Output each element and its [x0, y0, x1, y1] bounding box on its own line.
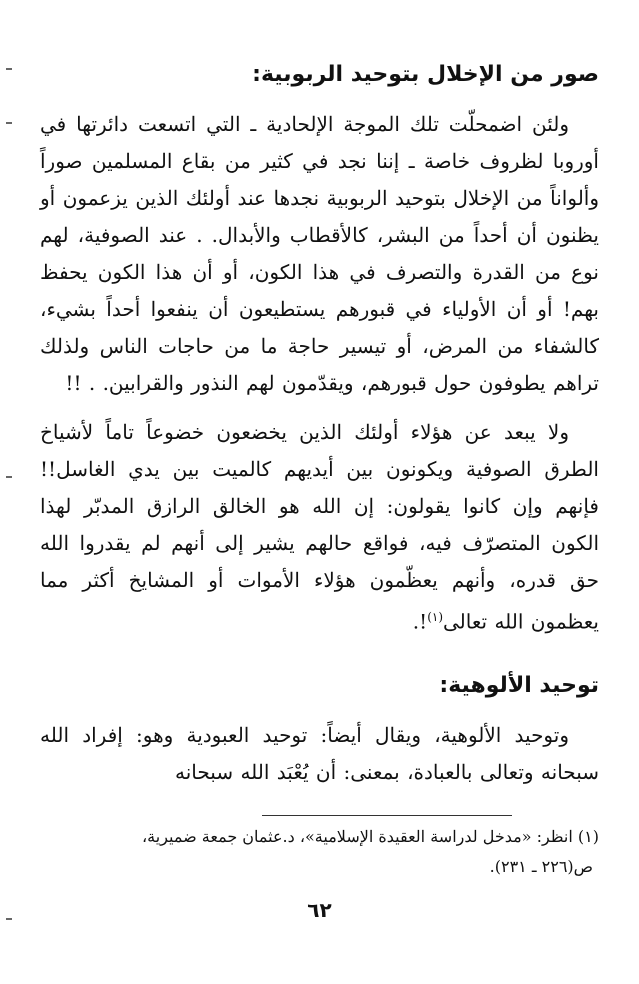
paragraph: ولئن اضمحلّت تلك الموجة الإلحادية ـ التي اتسعت دائرتها في أوروبا لظروف خاصة ـ إننا نجد في كثير من بقاع المسلمين صوراً وألواناً من الإخلال بتوحيد الربوبية نجدها عند أولئك الذين يزعمون أو يظنون أن أحداً من البشر، كالأقطاب والأبدال. . عند الصوفية، لهم نوع من القدرة والتصرف في هذا الكون، أو أن هذا الكون يحفظ بهم! أو أن الأولياء في قبورهم يستطيعون أن ينفعوا أحداً بشيء، كالشفاء من المرض، أو تيسير حاجة ما من حاجات الناس ولذلك تراهم يطوفون حول قبورهم، ويقدّمون لهم النذور والقرابين. . !! — [40, 112, 599, 395]
paragraph — [40, 414, 599, 641]
paragraph-text: ولا يبعد عن هؤلاء أولئك الذين يخضعون خضوعاً تاماً لأشياخ الطرق الصوفية ويكونون بين أيديهم كالميت بين يدي الغاسل!! فإنهم وإن كانوا يقولون: إن الله هو الخالق الرازق المدبّر لهذا الكون المتصرّف فيه، فواقع حالهم يشير إلى أنهم لم يقدروا الله حق قدره، وأنهم يعظّمون هؤلاء الأموات أو المشايخ أكثر مما يعظمون الله تعالى — [40, 420, 599, 634]
scan-mark — [6, 68, 12, 70]
page-number: ٦٢ — [307, 898, 332, 922]
paragraph-gap — [40, 402, 599, 414]
footnote-reference[interactable]: (١) — [427, 610, 444, 624]
page-content — [40, 50, 599, 791]
section-gap — [40, 641, 599, 661]
footnote-1: (١) انظر: «مدخل لدراسة العقيدة الإسلامية»، د.عثمان جمعة ضميرية، — [142, 827, 599, 846]
section-heading-rububiyyah: صور من الإخلال بتوحيد الربوبية: — [252, 62, 599, 87]
scan-mark — [6, 476, 12, 478]
paragraph: وتوحيد الألوهية، ويقال أيضاً: توحيد العبودية وهو: إفراد الله سبحانه وتعالى بالعبادة، بمعنى: أن يُعْبَد الله سبحانه — [40, 722, 599, 784]
paragraph-ending: !. — [412, 609, 428, 634]
footnote-1-continuation: ص(٢٢٦ ـ ٢٣١). — [489, 857, 593, 876]
section-heading-uluhiyyah: توحيد الألوهية: — [439, 672, 599, 698]
footnotes — [40, 822, 599, 882]
scan-mark — [6, 122, 12, 124]
footnote-divider — [262, 815, 512, 816]
